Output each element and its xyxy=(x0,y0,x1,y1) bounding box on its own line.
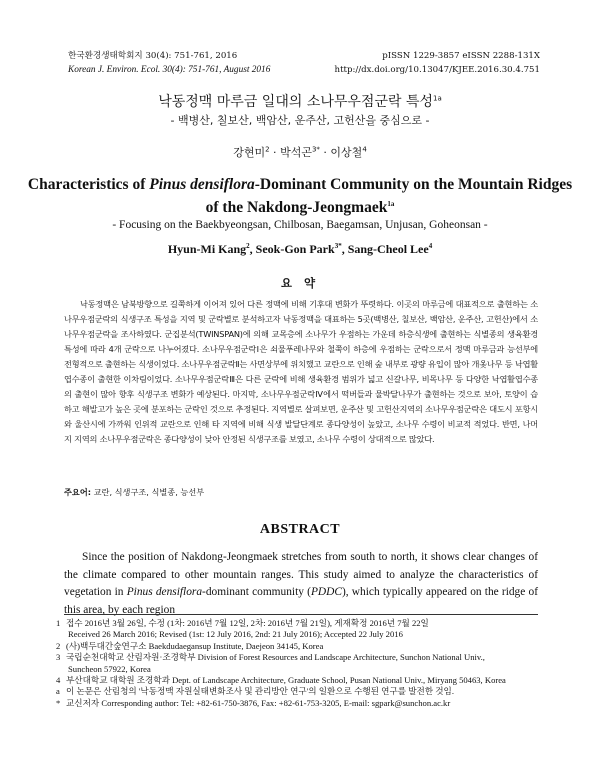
footnote-4: 4 부산대학교 대학원 조경학과 Dept. of Landscape Architecture, Graduate School, Pusan National Univ., Miryang 50463, Korea xyxy=(56,675,506,686)
keywords-list: 교란, 식생구조, 식별종, 능선부 xyxy=(93,487,205,497)
journal-name-ko: 한국환경생태학회지 30(4): 751-761, 2016 xyxy=(68,51,238,61)
subtitle-en: - Focusing on the Baekbyeongsan, Chilbosan, Baegamsan, Unjusan, Goheonsan - xyxy=(112,219,488,231)
title-ko xyxy=(0,91,600,111)
title-en: Characteristics of Pinus densiflora-Dominant Community on the Mountain Ridges of the Nakdong-Jeongmaek$^{1a}$ xyxy=(27,176,573,216)
journal-name-en: Korean J. Environ. Ecol. 30(4): 751-761, August 2016 xyxy=(68,64,271,75)
footnote-2: 2 (사)백두대간숲연구소 Baekdudaegansup Institute, Daejeon 34145, Korea xyxy=(56,640,324,651)
author-ko: 박석곤 xyxy=(280,146,312,159)
footnote-1: 1 접수 2016년 3월 26일, 수정 (1차: 2016년 7월 12일, 2차: 2016년 7월 21일), 게재확정 2016년 7월 22일 Received 26 March 2016; Revised (1st: 12 July 2016, 2nd: 21 July 2016); Accepted 22 July 2016 xyxy=(56,618,429,640)
abstract-en-heading: ABSTRACT xyxy=(259,522,341,537)
subtitle-ko: - 백병산, 칠보산, 백암산, 운주산, 고헌산을 중심으로 - xyxy=(170,114,430,127)
author-ko: 강현미 xyxy=(233,146,266,159)
footnote-rule xyxy=(64,614,538,615)
doi-link[interactable]: http://dx.doi.org/10.13047/KJEE.2016.30.4.751 xyxy=(334,64,540,75)
footnote-3: 3 국립순천대학교 산림자원·조경학부 Division of Forest Resources and Landscape Architecture, Sunchon National Univ., Suncheon 57922, Korea xyxy=(56,652,485,674)
journal-header xyxy=(68,50,270,77)
keywords-label: 주요어: xyxy=(64,487,92,497)
abstract-en-body: Since the position of Nakdong-Jeongmaek stretches from south to north, it shows clear changes of the climate compared to other mountain ranges. This study aimed to analyze the characteristics of vegetation in Pinus densiflora-dominant community (PDDC), which typically appeared on the ridge of this area, by each region xyxy=(64,551,538,616)
title-ko-main: 낙동정맥 마루금 일대의 소나무우점군락 특성 xyxy=(158,94,433,110)
species-name: Pinus densiflora xyxy=(149,176,255,193)
issn: pISSN 1229-3857 eISSN 2288-131X xyxy=(382,51,540,61)
author-en: Sang-Cheol Lee xyxy=(347,242,429,256)
title-ko-sup: 1a xyxy=(433,94,442,103)
author-en: Seok-Gon Park xyxy=(255,242,335,256)
issn-header xyxy=(335,50,540,77)
author-en: Hyun-Mi Kang xyxy=(167,242,247,256)
footnote-a: a 이 논문은 산림청의 '낙동정맥 자원실태변화조사 및 관리방안 연구'의 일환으로 수행된 연구를 발전한 것임. xyxy=(56,686,454,697)
footnotes xyxy=(56,618,546,709)
keywords xyxy=(64,487,544,498)
abstract-ko-heading: 요 약 xyxy=(280,276,320,290)
abstract-ko-body: 낙동정맥은 남북방향으로 길쭉하게 이어져 있어 다른 정맥에 비해 기후대 변화가 뚜렷하다. 이곳의 마루금에 대표적으로 출현하는 소나무우점군락의 식생구조 특성을 지역 및 군락별로 분석하고자 낙동정맥을 대표하는 5곳(백병산, 칠보산, 백암산, 운주산, 고헌산)에서 소나무우점군락을 조사하였다. 군집분석(TWINSPAN)에 의해 교목층에 소나무가 우점하는 가운데 하층식생에 출현하는 식별종의 생육환경 특성에 따라 4개 군락으로 나누어졌다. 소나무우점군락Ⅰ은 쇠물푸레나무와 철쭉이 하층에 우점하는 군락으로서 정맥 마루금과 능선부에 전형적으로 출현하는 식생이었다. 소나무우점군락Ⅱ는 사면상부에 위치했고 교란으로 인해 숲 내부로 광량 유입이 많아 개옻나무 등 낙엽활엽수종이 출현한 이차림이었다. 소나무우점군락Ⅲ은 다른 군락에 비해 생육환경 범위가 넓고 신갈나무, 비목나무 등 다양한 낙엽활엽수종의 출현이 많아 향후 식생구조 변화가 예상된다. 마지막, 소나무우점군락Ⅳ에서 떡버들과 물박달나무가 출현하는 것으로 보아, 토양이 습하고 해발고가 높은 곳에 분포하는 군락인 것으로 추정된다. 지역별로 살펴보면, 운주산 및 고헌산지역의 소나무우점군락은 대도시 포항시와 울산시에 가까워 인위적 교란으로 인해 타 지역에 비해 식생 발달단계로 종다양성이 높았고, 소나무 수령이 비교적 적었다. 반면, 나머지 지역의 소나무우점군락은 종다양성이 낮아 안정된 식생구조를 보였고, 소나무 수령이 상대적으로 많았다. xyxy=(64,299,538,444)
authors-ko: 강현미$^2$ · 박석곤$^{3*}$ · 이상철$^4$ xyxy=(233,145,367,159)
footnote-corresponding: * 교신저자 Corresponding author: Tel: +82-61-750-3876, Fax: +82-61-753-3205, E-mail: sgpark@sunchon.ac.kr xyxy=(56,697,451,708)
authors-en: Hyun-Mi Kang$^2$, Seok-Gon Park$^{3*}$, Sang-Cheol Lee$^4$ xyxy=(167,242,433,256)
author-ko: 이상철 xyxy=(330,146,363,159)
